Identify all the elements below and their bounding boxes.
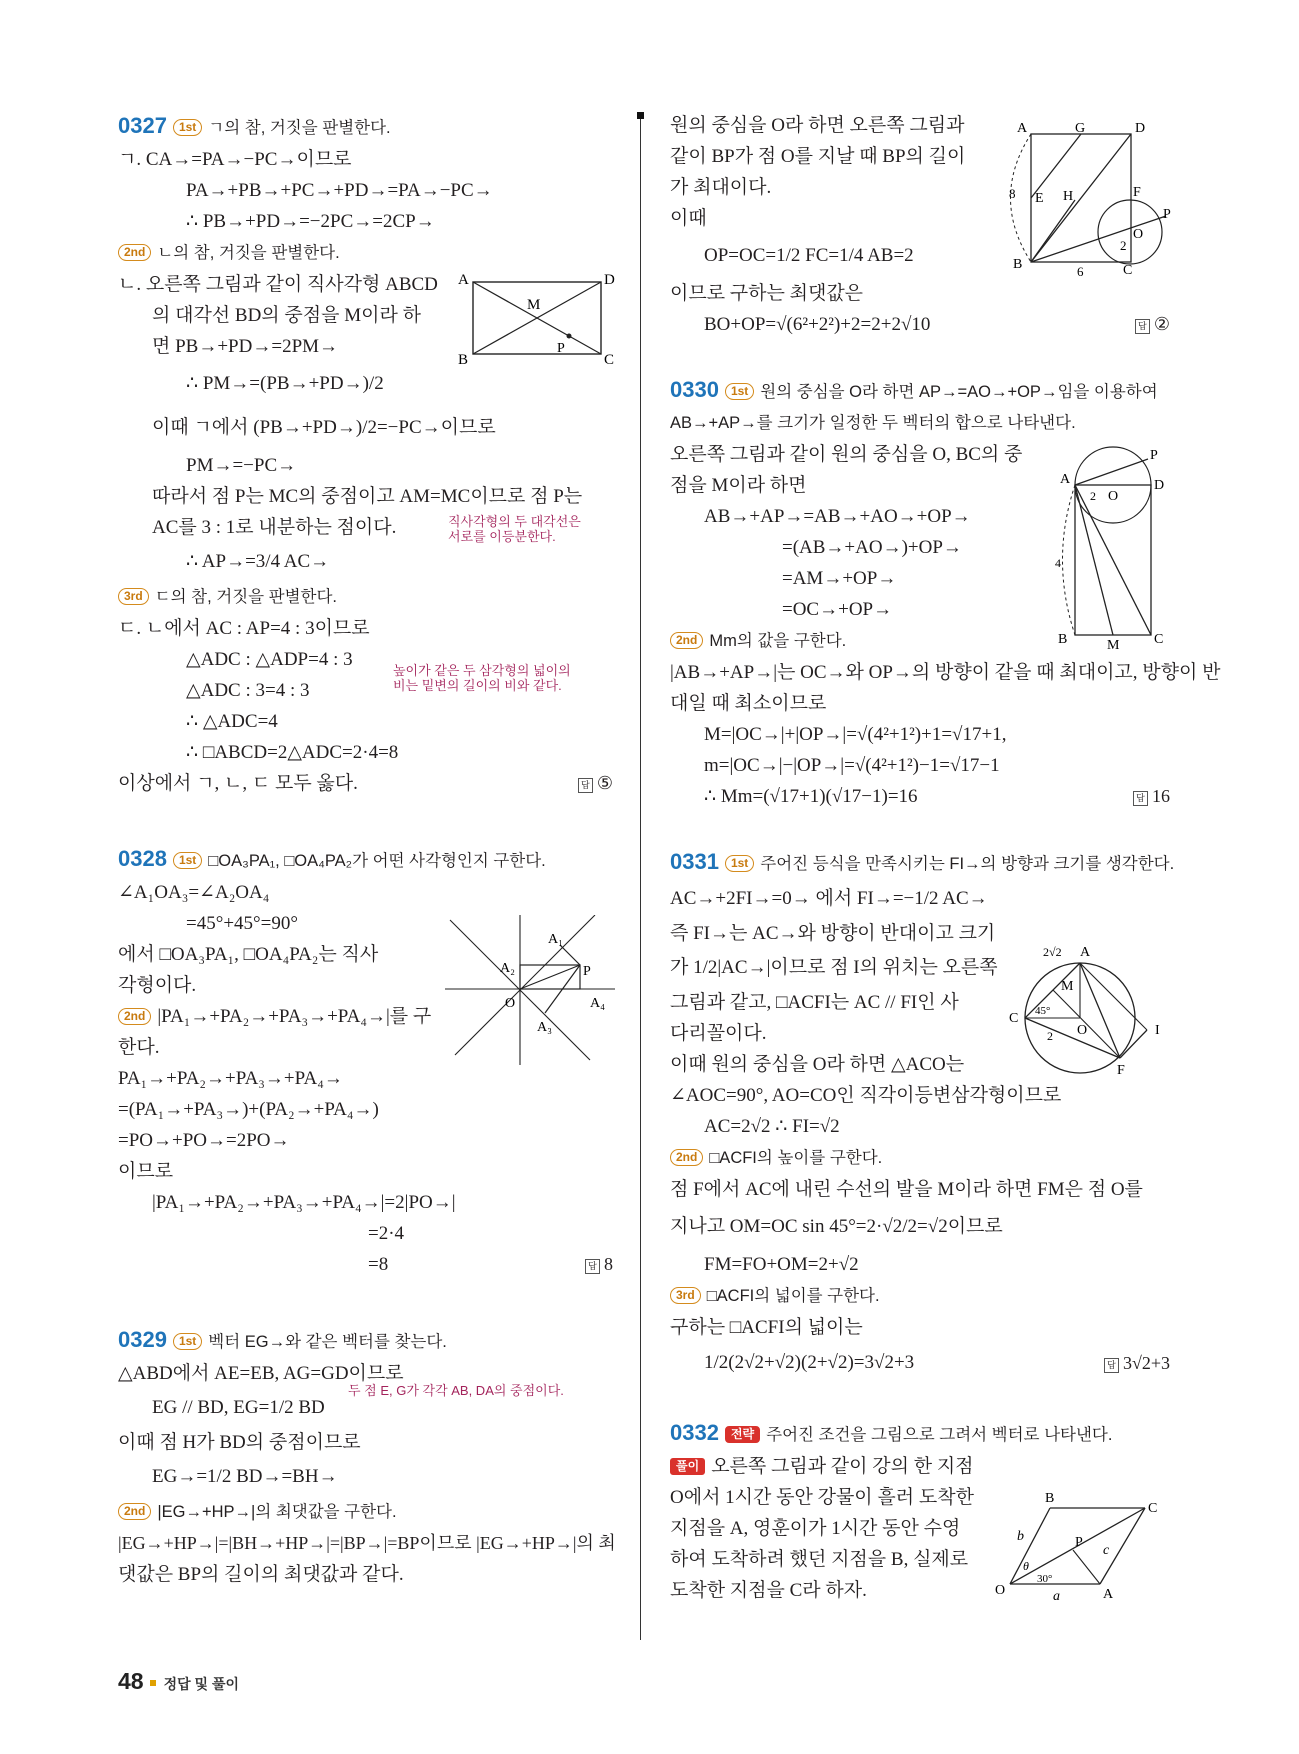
step-badge: 전략 [725, 1426, 760, 1443]
label-vec-a: a [1053, 1589, 1060, 1600]
solution-line: =(AB→+AO→)+OP→ [782, 537, 962, 558]
solution-line: EG→=1/2 BD→=BH→ [152, 1466, 338, 1487]
label-c: C [1148, 1501, 1158, 1516]
step-badge: 2nd [118, 1503, 151, 1520]
solution-line: 에서 □OA₃PA₁, □OA₄PA₂는 직사 [118, 944, 379, 965]
solution-line: 각형이다. [118, 975, 197, 996]
solution-line: ∴ PB→+PD→=−2PC→=2CP→ [186, 211, 435, 232]
solution-line: |EG→+HP→|=|BH→+HP→|=|BP→|=BP이므로 |EG→+HP→|의 최 [118, 1533, 616, 1553]
right-column [670, 110, 1221, 1606]
step-text: Mm의 값을 구한다. [709, 632, 847, 650]
solution-line: 지나고 OM=OC sin 45°=2·√2/2=√2이므로 [670, 1216, 1003, 1237]
label-p: P [1075, 1535, 1083, 1550]
solution-line: AC=2√2 ∴ FI=√2 [704, 1116, 840, 1137]
label-a2: A₂ [500, 961, 515, 976]
step-text: □ACFI의 넓이를 구한다. [706, 1287, 880, 1305]
label-o: O [505, 996, 516, 1011]
solution-line: 면 PB→+PD→=2PM→ [152, 336, 339, 357]
step-badge: 1st [173, 119, 202, 136]
label-p: P [557, 341, 565, 356]
solution-line: 가 1/2|AC→|이므로 점 I의 위치는 오른쪽 [670, 957, 998, 978]
step-badge: 3rd [118, 588, 149, 605]
step-badge: 풀이 [670, 1458, 705, 1475]
page-footer [118, 1668, 239, 1695]
problem-number: 0329 [118, 1327, 167, 1352]
solution-line: 따라서 점 P는 MC의 중점이고 AM=MC이므로 점 P는 [152, 486, 583, 507]
solution-line: 오른쪽 그림과 같이 원의 중심을 O, BC의 중 [670, 444, 1023, 465]
solution-line: 1/2(2√2+√2)(2+√2)=3√2+3 [704, 1352, 915, 1373]
figure-circle [1005, 940, 1170, 1075]
label-c: C [1123, 263, 1133, 278]
solution-line: 다리꼴이다. [670, 1023, 767, 1044]
step-text: ㄱ의 참, 거짓을 판별한다. [208, 119, 391, 137]
step-text: 주어진 조건을 그림으로 그려서 벡터로 나타낸다. [766, 1426, 1113, 1444]
label-m: M [527, 297, 541, 313]
solution-line: △ADC : 3=4 : 3 높이가 같은 두 삼각형의 넓이의 비는 밑변의 길이의 비와 같다. [186, 663, 571, 701]
label-h: H [1063, 189, 1074, 204]
label-2root2: 2√2 [1043, 945, 1062, 959]
problem-number: 0330 [670, 377, 719, 402]
solution-line: AB→+AP→=AB→+AO→+OP→ [704, 506, 971, 527]
step-text: □ACFI의 높이를 구한다. [709, 1149, 883, 1167]
label-2: 2 [1090, 489, 1096, 503]
solution-line: 오른쪽 그림과 같이 강의 한 지점 [711, 1456, 974, 1477]
label-c: C [1154, 632, 1164, 647]
problem-number: 0327 [118, 113, 167, 138]
label-m: M [1061, 979, 1074, 994]
solution-line: 지점을 A, 영훈이가 1시간 동안 수영 [670, 1518, 961, 1539]
solution-line: ㄷ. ㄴ에서 AC : AP=4 : 3이므로 [118, 618, 370, 639]
answer: 답 8 [585, 1249, 613, 1280]
solution-line: PA₁→+PA₂→+PA₃→+PA₄→ [118, 1068, 343, 1089]
label-i: I [1155, 1023, 1160, 1038]
figure-octant [445, 915, 615, 1065]
label-b: B [1058, 632, 1068, 647]
solution-line: OP=OC=1/2 FC=1/4 AB=2 [704, 245, 914, 266]
step-badge: 1st [725, 383, 754, 400]
side-note: 높이가 같은 두 삼각형의 넓이의 비는 밑변의 길이의 비와 같다. [393, 663, 571, 693]
label-a4: A₄ [590, 996, 605, 1011]
step-badge: 1st [725, 855, 754, 872]
label-a: A [458, 272, 469, 288]
step-text: 원의 중심을 O라 하면 AP→=AO→+OP→임을 이용하여 [760, 383, 1158, 401]
solution-line: AC→+2FI→=0→ 에서 FI→=−1/2 AC→ [670, 888, 988, 909]
label-c: C [1009, 1011, 1019, 1026]
solution-line: 즉 FI→는 AC→와 방향이 반대이고 크기 [670, 923, 996, 944]
step-badge: 2nd [118, 244, 151, 261]
column-divider [640, 112, 641, 1640]
label-a1: A₁ [548, 932, 563, 947]
step-badge: 3rd [670, 1287, 701, 1304]
label-o: O [995, 1583, 1006, 1598]
solution-line: 하여 도착하려 했던 지점을 B, 실제로 [670, 1549, 969, 1570]
label-e: E [1035, 191, 1044, 206]
label-c: C [604, 352, 615, 367]
label-p: P [583, 964, 591, 979]
answer: 답 16 [1133, 781, 1170, 812]
label-a3: A₃ [537, 1020, 552, 1035]
solution-line: 이때 ㄱ에서 (PB→+PD→)/2=−PC→이므로 [152, 417, 496, 438]
solution-line: =(PA₁→+PA₃→)+(PA₂→+PA₄→) [118, 1099, 379, 1120]
solution-line: PA→+PB→+PC→+PD→=PA→−PC→ [186, 180, 493, 201]
solution-line: ∴ AP→=3/4 AC→ [186, 551, 330, 572]
label-g: G [1075, 121, 1086, 136]
solution-line: 댓값은 BP의 길이의 최댓값과 같다. [118, 1564, 404, 1585]
solution-line: ∠AOC=90°, AO=CO인 직각이등변삼각형이므로 [670, 1085, 1062, 1106]
solution-line: 도착한 지점을 C라 하자. [670, 1580, 867, 1601]
solution-line: ㄱ. CA→=PA→−PC→이므로 [118, 149, 352, 170]
solution-line: ∴ PM→=(PB→+PD→)/2 [186, 373, 384, 394]
label-b: B [458, 352, 469, 367]
solution-line: 그림과 같고, □ACFI는 AC // FI인 사 [670, 992, 959, 1013]
solution-line: =45°+45°=90° [186, 913, 298, 934]
solution-line: 이므로 [118, 1161, 174, 1182]
solution-line: ∴ △ADC=4 [186, 711, 278, 732]
solution-line: O에서 1시간 동안 강물이 흘러 도착한 [670, 1487, 974, 1508]
divider-marker [637, 112, 644, 119]
solution-line: FM=FO+OM=2+√2 [704, 1254, 859, 1275]
solution-line: EG // BD, EG=1/2 BD 두 점 E, G가 각각 AB, DA의 중점이다. [152, 1383, 564, 1418]
label-p: P [1163, 207, 1171, 222]
solution-line: 이므로 구하는 최댓값은 [670, 283, 864, 304]
answer: 답 ⑤ [578, 768, 613, 799]
solution-line: =PO→+PO→=2PO→ [118, 1130, 290, 1151]
step-text: 주어진 등식을 만족시키는 FI→의 방향과 크기를 생각한다. [760, 855, 1175, 873]
solution-line: M=|OC→|+|OP→|=√(4²+1²)+1=√17+1, [704, 724, 1007, 745]
figure-tall-rectangle [1050, 445, 1180, 650]
solution-line: 이때 [670, 208, 707, 229]
solution-line: 같이 BP가 점 O를 지날 때 BP의 길이 [670, 146, 966, 167]
step-text: 벡터 EG→와 같은 벡터를 찾는다. [208, 1333, 447, 1351]
label-vec-b: b [1017, 1529, 1024, 1544]
step-text: □OA₃PA₁, □OA₄PA₂가 어떤 사각형인지 구한다. [208, 852, 546, 870]
label-6: 6 [1077, 264, 1084, 279]
solution-line: =2·4 [368, 1223, 405, 1244]
solution-line: BO+OP=√(6²+2²)+2=2+2√10 [704, 314, 931, 335]
solution-line: m=|OC→|−|OP→|=√(4²+1²)−1=√17−1 [704, 755, 1000, 776]
figure-rectangle [455, 272, 615, 367]
solution-line: 점 F에서 AC에 내린 수선의 발을 M이라 하면 FM은 점 O를 [670, 1179, 1143, 1200]
solution-line: 이상에서 ㄱ, ㄴ, ㄷ 모두 옳다. [118, 773, 358, 794]
solution-line: 대일 때 최소이므로 [670, 693, 827, 714]
problem-number: 0331 [670, 849, 719, 874]
step-text: ㄷ의 참, 거짓을 판별한다. [154, 588, 337, 606]
solution-line: 점을 M이라 하면 [670, 475, 807, 496]
label-d: D [1154, 478, 1165, 493]
solution-line: 가 최대이다. [670, 177, 772, 198]
label-f: F [1133, 185, 1141, 200]
solution-line: =OC→+OP→ [782, 599, 893, 620]
label-f: F [1117, 1063, 1125, 1075]
solution-line: |AB→+AP→|는 OC→와 OP→의 방향이 같을 때 최대이고, 방향이 반 [670, 662, 1221, 683]
step-text: AB→+AP→를 크기가 일정한 두 벡터의 합으로 나타낸다. [670, 414, 1076, 432]
label-2: 2 [1120, 238, 1127, 253]
step-badge: 2nd [118, 1008, 151, 1025]
solution-line: 구하는 □ACFI의 넓이는 [670, 1317, 863, 1338]
label-a: A [1103, 1587, 1114, 1600]
answer: 답 ② [1135, 309, 1170, 340]
step-badge: 1st [173, 1333, 202, 1350]
solution-line: ∴ Mm=(√17+1)(√17−1)=16 [704, 786, 918, 807]
solution-line: =AM→+OP→ [782, 568, 897, 589]
solution-line: ∠A₁OA₃=∠A₂OA₄ [118, 882, 270, 903]
label-vec-c: c [1103, 1543, 1110, 1558]
label-8: 8 [1009, 186, 1016, 201]
label-d: D [604, 272, 615, 288]
side-note: 직사각형의 두 대각선은 서로를 이등분한다. [448, 514, 581, 544]
side-note: 두 점 E, G가 각각 AB, DA의 중점이다. [348, 1383, 564, 1398]
label-o: O [1108, 489, 1119, 504]
step-text: ㄴ의 참, 거짓을 판별한다. [157, 244, 340, 262]
step-badge: 2nd [670, 632, 703, 649]
step-text: |PA₁→+PA₂→+PA₃→+PA₄→|를 구 [157, 1006, 432, 1027]
step-badge: 1st [173, 852, 202, 869]
label-a: A [1080, 945, 1091, 960]
label-30deg: 30° [1037, 1573, 1053, 1585]
problem-number: 0332 [670, 1420, 719, 1445]
solution-line: △ABD에서 AE=EB, AG=GD이므로 [118, 1363, 404, 1384]
page-number: 48 [118, 1668, 144, 1694]
solution-line: ∴ □ABCD=2△ADC=2·4=8 [186, 742, 399, 763]
label-b: B [1013, 257, 1023, 272]
label-2: 2 [1047, 1029, 1053, 1043]
label-b: B [1045, 1491, 1055, 1506]
solution-line: 원의 중심을 O라 하면 오른쪽 그림과 [670, 115, 965, 136]
label-o: O [1133, 227, 1144, 242]
solution-line: AC를 3 : 1로 내분하는 점이다. 직사각형의 두 대각선은 서로를 이등분한다. [152, 514, 581, 544]
label-45deg: 45° [1035, 1005, 1051, 1017]
solution-line: 의 대각선 BD의 중점을 M이라 하 [152, 305, 421, 326]
label-4: 4 [1055, 556, 1061, 570]
label-theta: θ [1023, 1559, 1029, 1573]
figure-square-circle [1005, 120, 1175, 280]
solution-line: |PA₁→+PA₂→+PA₃→+PA₄→|=2|PO→| [152, 1192, 456, 1213]
solution-line: ㄴ. 오른쪽 그림과 같이 직사각형 ABCD [118, 274, 438, 295]
solution-line: △ADC : △ADP=4 : 3 [186, 649, 353, 670]
label-d: D [1135, 121, 1146, 136]
label-o: O [1077, 1023, 1088, 1038]
figure-parallelogram [995, 1490, 1170, 1600]
solution-line: PM→=−PC→ [186, 455, 297, 476]
label-a: A [1060, 472, 1071, 487]
step-badge: 2nd [670, 1149, 703, 1166]
label-p: P [1150, 448, 1158, 463]
step-text: |EG→+HP→|의 최댓값을 구한다. [157, 1503, 397, 1521]
solution-line: 이때 원의 중심을 O라 하면 △ACO는 [670, 1054, 965, 1075]
label-a: A [1017, 121, 1028, 136]
solution-line: =8 [368, 1254, 389, 1275]
label-m: M [1107, 638, 1120, 650]
answer: 답 3√2+3 [1104, 1343, 1170, 1383]
problem-number: 0328 [118, 846, 167, 871]
footer-label: 정답 및 풀이 [163, 1676, 239, 1692]
solution-line: 한다. [118, 1037, 160, 1058]
solution-line: 이때 점 H가 BD의 중점이므로 [118, 1432, 361, 1453]
